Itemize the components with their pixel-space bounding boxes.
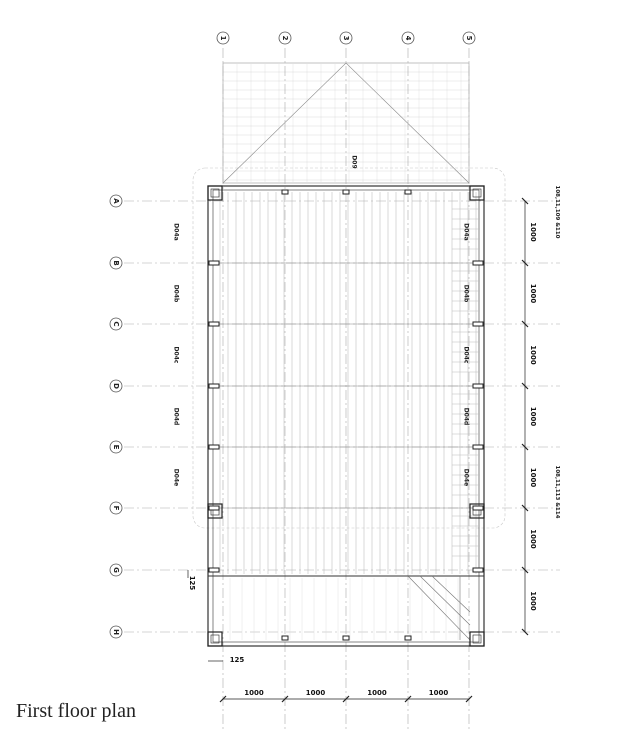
post-bottom (343, 636, 349, 640)
grid-row-label: E (112, 444, 120, 450)
post-left (209, 506, 219, 510)
post-bottom (405, 636, 411, 640)
left-tag: D04d (172, 407, 180, 426)
grid-row-label: A (112, 198, 120, 204)
column (208, 632, 222, 646)
grid-row-label: D (112, 383, 120, 389)
grid-row-label: F (112, 505, 120, 511)
edge-offset: 125 (188, 575, 196, 591)
bay-depth: 1000 (529, 283, 537, 304)
grid-column-label: 1 (219, 35, 227, 41)
right-tag: D04b (462, 284, 470, 303)
post-right (473, 384, 483, 388)
grid-row-label: G (112, 567, 120, 573)
post-right (473, 445, 483, 449)
post-right (473, 261, 483, 265)
grid-column-label: 4 (404, 35, 412, 41)
bay-depth: 1000 (529, 467, 537, 488)
grid-column-label: 5 (465, 35, 473, 41)
bay-width: 1000 (367, 689, 387, 697)
left-tag: D04b (172, 284, 180, 303)
edge-offset: 125 (229, 656, 245, 664)
bay-width: 1000 (428, 689, 449, 697)
grid-row-label: B (112, 260, 120, 266)
drawing-title: First floor plan (16, 700, 136, 722)
bay-width: 1000 (244, 689, 264, 697)
post-right (473, 322, 483, 326)
bay-width: 1000 (305, 689, 326, 697)
post-top (282, 190, 288, 194)
floor-joists (213, 192, 480, 640)
post-left (209, 445, 219, 449)
column (470, 186, 484, 200)
stair (408, 576, 470, 640)
grid-row-label: C (112, 321, 120, 327)
post-bottom (282, 636, 288, 640)
left-tag: D04c (172, 346, 180, 364)
post-left (209, 568, 219, 572)
element-tags (173, 155, 561, 518)
grid-column-label: 2 (281, 35, 289, 41)
detail-reference: 108,11,113 &114 (554, 465, 560, 519)
post-right (473, 506, 483, 510)
post-right (473, 568, 483, 572)
post-top (405, 190, 411, 194)
bay-depth: 1000 (529, 406, 537, 427)
right-tag: D04d (462, 407, 470, 426)
post-top (343, 190, 349, 194)
left-tag: D04e (172, 468, 180, 487)
post-left (209, 261, 219, 265)
bay-depth: 1000 (529, 591, 537, 611)
roof-plan (193, 63, 505, 528)
dimension-lines (188, 198, 528, 702)
grid-row-label: H (112, 629, 120, 635)
detail-reference: 108,11,109 &110 (554, 185, 560, 239)
column (470, 632, 484, 646)
post-left (209, 322, 219, 326)
right-tag: D04e (462, 468, 470, 487)
grid-column-label: 3 (342, 35, 350, 41)
right-tag: D04c (462, 346, 470, 364)
post-left (209, 384, 219, 388)
left-tag: D04a (172, 223, 180, 241)
right-tag: D04a (462, 223, 470, 241)
bay-depth: 1000 (529, 345, 537, 365)
grid-columns (217, 32, 475, 730)
dimension-labels (188, 222, 537, 697)
bay-depth: 1000 (529, 222, 537, 242)
bay-depth: 1000 (529, 529, 537, 549)
roof-tag: D09 (350, 155, 358, 169)
